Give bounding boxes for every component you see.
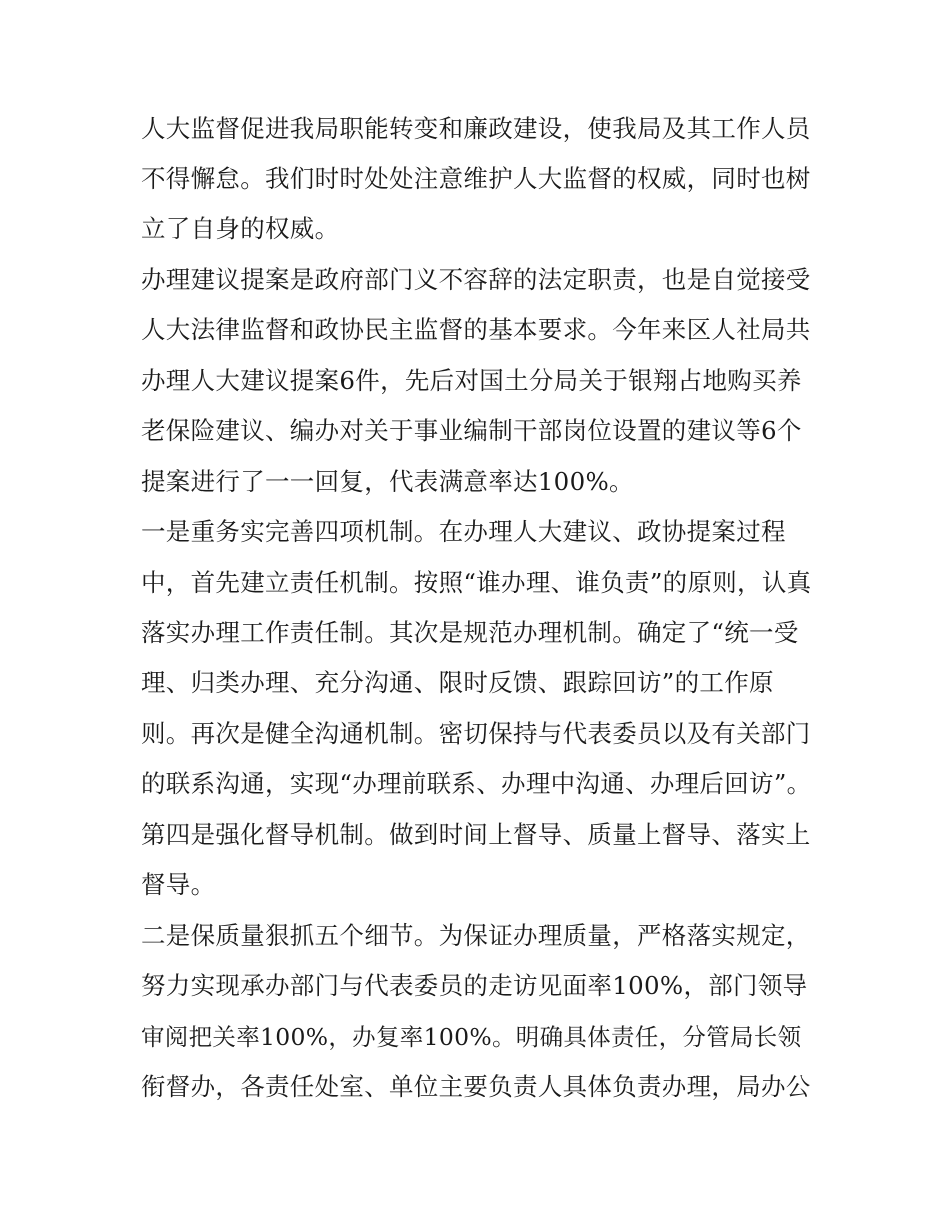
text-line: 人大监督促进我局职能转变和廉政建设，使我局及其工作人员 [141, 114, 811, 143]
text-line: 衔督办，各责任处室、单位主要负责人具体负责办理，局办公 [141, 1072, 811, 1101]
text-line: 不得懈怠。我们时时处处注意维护人大监督的权威，同时也树 [141, 164, 811, 193]
text-line: 二是保质量狠抓五个细节。为保证办理质量，严格落实规定， [141, 921, 811, 950]
text-line: 办理建议提案是政府部门义不容辞的法定职责，也是自觉接受 [141, 265, 811, 294]
text-line: 老保险建议、编办对关于事业编制干部岗位设置的建议等6个 [141, 416, 802, 445]
text-line: 立了自身的权威。 [141, 214, 340, 243]
text-line: 审阅把关率100%，办复率100%。明确具体责任，分管局长领 [141, 1023, 802, 1051]
text-line: 中，首先建立责任机制。按照“谁办理、谁负责”的原则，认真 [141, 568, 812, 597]
text-line: 落实办理工作责任制。其次是规范办理机制。确定了“统一受 [141, 618, 799, 647]
text-line: 提案进行了一一回复，代表满意率达100%。 [141, 467, 634, 496]
text-line: 理、归类办理、充分沟通、限时反馈、跟踪回访”的工作原 [141, 668, 774, 697]
text-line: 努力实现承办部门与代表委员的走访见面率100%，部门领导 [141, 971, 808, 1000]
text-line: 的联系沟通，实现“办理前联系、办理中沟通、办理后回访”。 [141, 769, 812, 798]
text-line: 人大法律监督和政协民主监督的基本要求。今年来区人社局共 [141, 315, 811, 344]
text-line: 一是重务实完善四项机制。在办理人大建议、政协提案过程 [141, 517, 786, 546]
text-line: 第四是强化督导机制。做到时间上督导、质量上督导、落实上 [141, 820, 811, 849]
text-line: 则。再次是健全沟通机制。密切保持与代表委员以及有关部门 [141, 719, 811, 748]
text-line: 办理人大建议提案6件，先后对国土分局关于银翔占地购买养 [141, 366, 802, 395]
text-line: 督导。 [141, 870, 216, 899]
